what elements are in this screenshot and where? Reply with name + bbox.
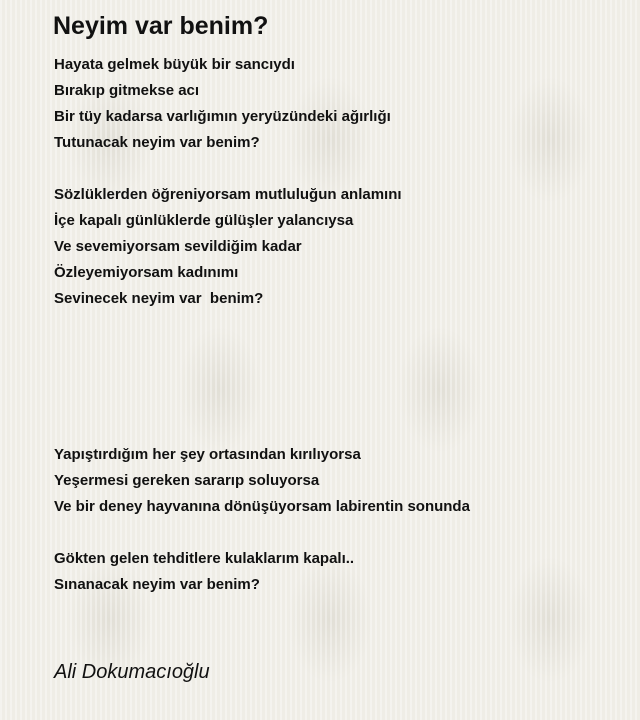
- stanza-1: [54, 52, 624, 156]
- stanza-spacer: [54, 312, 624, 442]
- poem-line: Ve sevemiyorsam sevildiğim kadar: [54, 238, 302, 255]
- poem-body: [54, 52, 624, 598]
- poem-line: Tutunacak neyim var benim?: [54, 134, 260, 151]
- stanza-spacer: [54, 156, 624, 182]
- poem-line: Bir tüy kadarsa varlığımın yeryüzündeki ağırlığı: [54, 108, 391, 125]
- poem-author: Ali Dokumacıoğlu: [54, 661, 210, 683]
- poem-line: Sınanacak neyim var benim?: [54, 576, 260, 593]
- stanza-3: [54, 442, 624, 520]
- poem-line: Sevinecek neyim var benim?: [54, 290, 264, 307]
- poem-title: Neyim var benim?: [53, 12, 269, 40]
- poem-line: Yapıştırdığım her şey ortasından kırılıyorsa: [54, 446, 361, 463]
- poem-line: Bırakıp gitmekse acı: [54, 82, 200, 99]
- poem-line: Özleyemiyorsam kadınımı: [54, 264, 239, 281]
- poem-line: Hayata gelmek büyük bir sancıydı: [54, 56, 295, 73]
- stanza-2: [54, 182, 624, 312]
- stanza-4: [54, 546, 624, 598]
- stanza-spacer: [54, 520, 624, 546]
- poem-line: Sözlüklerden öğreniyorsam mutluluğun anlamını: [54, 186, 402, 203]
- poem-line: İçe kapalı günlüklerde gülüşler yalancıysa: [54, 212, 354, 229]
- poem-line: Yeşermesi gereken sararıp soluyorsa: [54, 472, 320, 489]
- poem-line: Gökten gelen tehditlere kulaklarım kapalı..: [54, 550, 355, 567]
- poem-line: Ve bir deney hayvanına dönüşüyorsam labirentin sonunda: [54, 498, 470, 515]
